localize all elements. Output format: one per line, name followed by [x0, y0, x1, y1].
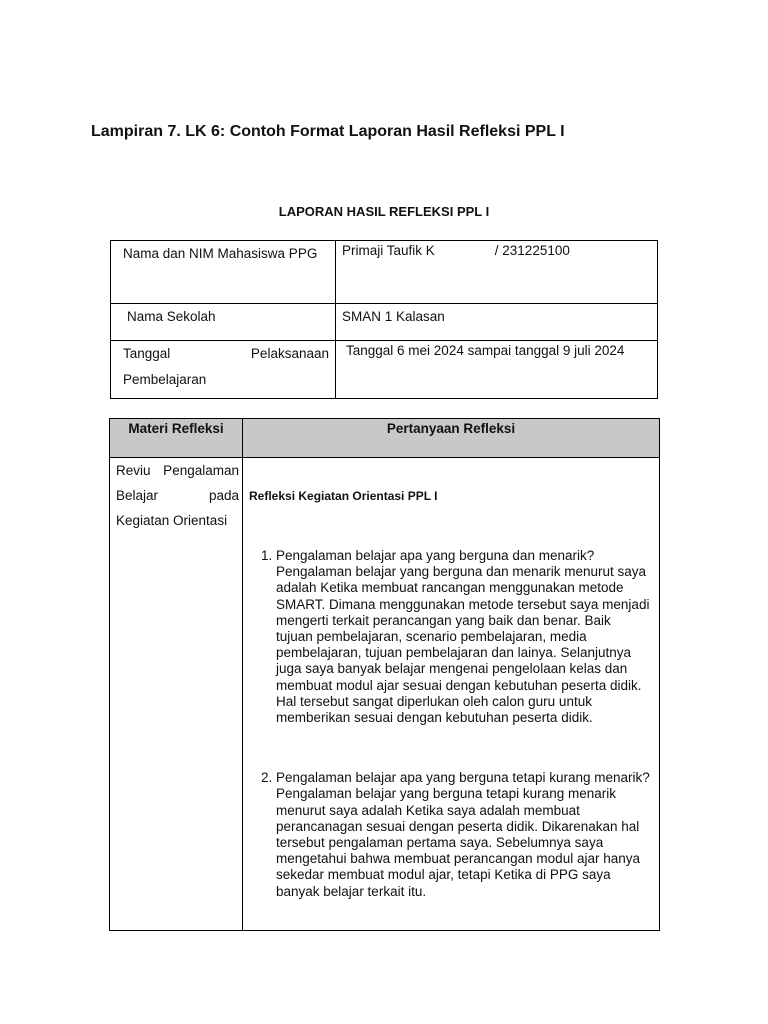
name-label-cell: [111, 241, 336, 304]
reflection-table: [109, 418, 660, 931]
student-nim: / 231225100: [494, 243, 570, 258]
question-list: [249, 548, 651, 900]
name-label: Nama dan NIM Mahasiswa PPG: [123, 246, 318, 261]
student-name: Primaji Taufik K: [342, 243, 435, 258]
reflection-body-row: [110, 458, 660, 931]
school-row: [111, 304, 658, 341]
name-row: [111, 241, 658, 304]
date-label-cell: [111, 341, 336, 399]
date-row: [111, 341, 658, 399]
header-pertanyaan: Pertanyaan Refleksi: [243, 419, 660, 458]
question-item: 1. Pengalaman belajar apa yang berguna dan menarik? Pengalaman belajar yang berguna dan menarik menurut saya adalah Ketika membuat rancangan menggunakan metode SMART. Dimana menggunakan metode tersebut saya menjadi mengerti terkait perancangan yang baik dan benar. Baik tujuan pembelajaran, scenario pembelajaran, media pembelajaran, tujuan pembelajaran dan lainya. Selanjutnya juga saya banyak belajar mengenai pengelolaan kelas dan membuat modul ajar sesuai dengan kebutuhan peserta didik. Hal tersebut sangat diperlukan oleh calon guru untuk memberikan sesuai dengan kebutuhan peserta didik.: [276, 548, 651, 726]
school-label: Nama Sekolah: [127, 309, 216, 324]
date-label: Tanggal Pelaksanaan Pembelajaran: [123, 346, 329, 387]
reflection-header-row: [110, 419, 660, 458]
report-title: LAPORAN HASIL REFLEKSI PPL I: [278, 204, 490, 219]
date-value: Tanggal 6 mei 2024 sampai tanggal 9 juli 2024: [346, 343, 625, 358]
question-item: 2. Pengalaman belajar apa yang berguna tetapi kurang menarik? Pengalaman belajar yang berguna tetapi kurang menarik menurut saya adalah Ketika saya adalah membuat perancanagan sesuai dengan peserta didik. Dikarenakan hal tersebut pengalaman pertama saya. Sebelumnya saya mengetahui bahwa membuat perancangan modul ajar hanya sekedar membuat modul ajar, tetapi Ketika di PPG saya banyak belajar terkait itu.: [276, 770, 651, 900]
header-materi: Materi Refleksi: [110, 419, 243, 458]
section-title: Refleksi Kegiatan Orientasi PPL I: [249, 489, 438, 503]
document-heading: Lampiran 7. LK 6: Contoh Format Laporan Hasil Refleksi PPL I: [91, 123, 565, 140]
materi-text: Reviu Pengalaman Belajar pada Kegiatan Orientasi: [116, 463, 239, 528]
date-value-cell: [336, 341, 658, 399]
pertanyaan-cell: [243, 458, 660, 931]
school-label-cell: [111, 304, 336, 341]
school-value-cell: [336, 304, 658, 341]
materi-cell: [110, 458, 243, 931]
name-value-cell: [336, 241, 658, 304]
school-value: SMAN 1 Kalasan: [342, 309, 445, 324]
identity-table: [110, 240, 658, 399]
